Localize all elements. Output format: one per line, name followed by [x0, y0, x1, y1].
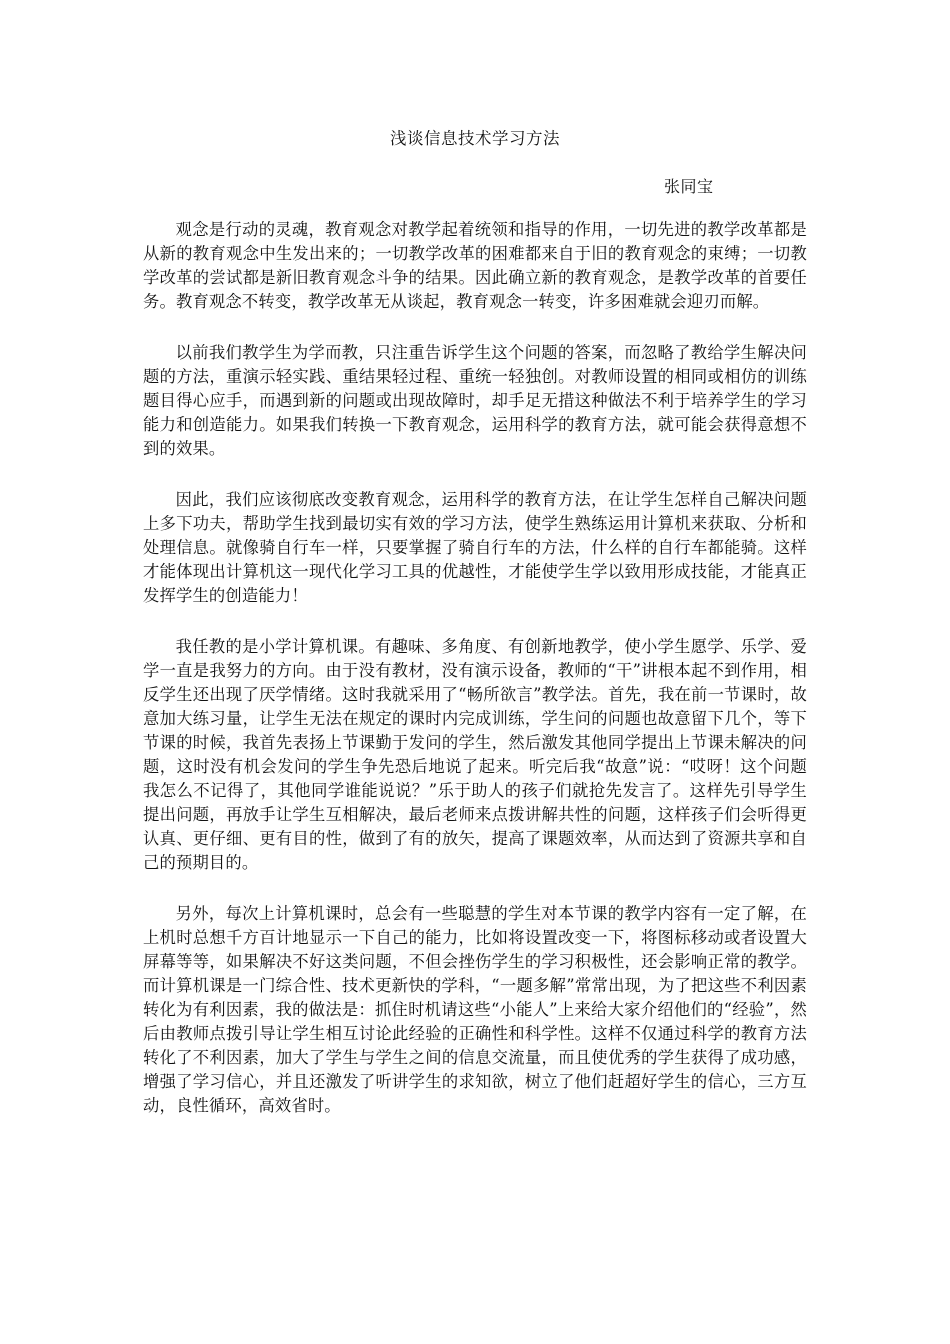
paragraph: 以前我们教学生为学而教，只注重告诉学生这个问题的答案，而忽略了教给学生解决问题的方法，重演示轻实践、重结果轻过程、重统一轻独创。对教师设置的相同或相仿的训练题目得心应手，而遇到新的问题或出现故障时，却手足无措这种做法不利于培养学生的学习能力和创造能力。如果我们转换一下教育观念，运用科学的教育方法，就可能会获得意想不到的效果。 — [143, 343, 807, 458]
paragraph: 因此，我们应该彻底改变教育观念，运用科学的教育方法，在让学生怎样自己解决问题上多下功夫，帮助学生找到最切实有效的学习方法，使学生熟练运用计算机来获取、分析和处理信息。就像骑自行车一样，只要掌握了骑自行车的方法，什么样的自行车都能骑。这样才能体现出计算机这一现代化学习工具的优越性，才能使学生学以致用形成技能，才能真正发挥学生的创造能力！ — [143, 490, 807, 605]
paragraph: 另外，每次上计算机课时，总会有一些聪慧的学生对本节课的教学内容有一定了解，在上机时总想千方百计地显示一下自己的能力，比如将设置改变一下，将图标移动或者设置大屏幕等等，如果解决不好这类问题，不但会挫伤学生的学习积极性，还会影响正常的教学。而计算机课是一门综合性、技术更新快的学科，“一题多解”常常出现，为了把这些不利因素转化为有利因素，我的做法是：抓住时机请这些“小能人”上来给大家介绍他们的“经验”，然后由教师点拨引导让学生相互讨论此经验的正确性和科学性。这样不仅通过科学的教育方法转化了不利因素，加大了学生与学生之间的信息交流量，而且使优秀的学生获得了成功感，增强了学习信心，并且还激发了听讲学生的求知欲，树立了他们赶超好学生的信心，三方互动，良性循环，高效省时。 — [143, 904, 807, 1115]
paragraph: 我任教的是小学计算机课。有趣味、多角度、有创新地教学，使小学生愿学、乐学、爱学一直是我努力的方向。由于没有教材，没有演示设备，教师的“干”讲根本起不到作用，相反学生还出现了厌学情绪。这时我就采用了“畅所欲言”教学法。首先，我在前一节课时，故意加大练习量，让学生无法在规定的课时内完成训练，学生问的问题也故意留下几个，等下节课的时候，我首先表扬上节课勤于发问的学生，然后激发其他同学提出上节课未解决的问题，这时没有机会发问的学生争先恐后地说了起来。听完后我“故意”说：“哎呀！这个问题我怎么不记得了，其他同学谁能说说？”乐于助人的孩子们就抢先发言了。这样先引导学生提出问题，再放手让学生互相解决，最后老师来点拨讲解共性的问题，这样孩子们会听得更认真、更仔细、更有目的性，做到了有的放矢，提高了课题效率，从而达到了资源共享和自己的预期目的。 — [143, 637, 807, 872]
author-name: 张同宝 — [664, 177, 714, 196]
document-title: 浅谈信息技术学习方法 — [390, 129, 560, 148]
document-body — [143, 218, 807, 1145]
paragraph: 观念是行动的灵魂，教育观念对教学起着统领和指导的作用，一切先进的教学改革都是从新的教育观念中生发出来的；一切教学改革的困难都来自于旧的教育观念的束缚；一切教学改革的尝试都是新旧教育观念斗争的结果。因此确立新的教育观念，是教学改革的首要任务。教育观念不转变，教学改革无从谈起，教育观念一转变，许多困难就会迎刃而解。 — [143, 220, 807, 311]
